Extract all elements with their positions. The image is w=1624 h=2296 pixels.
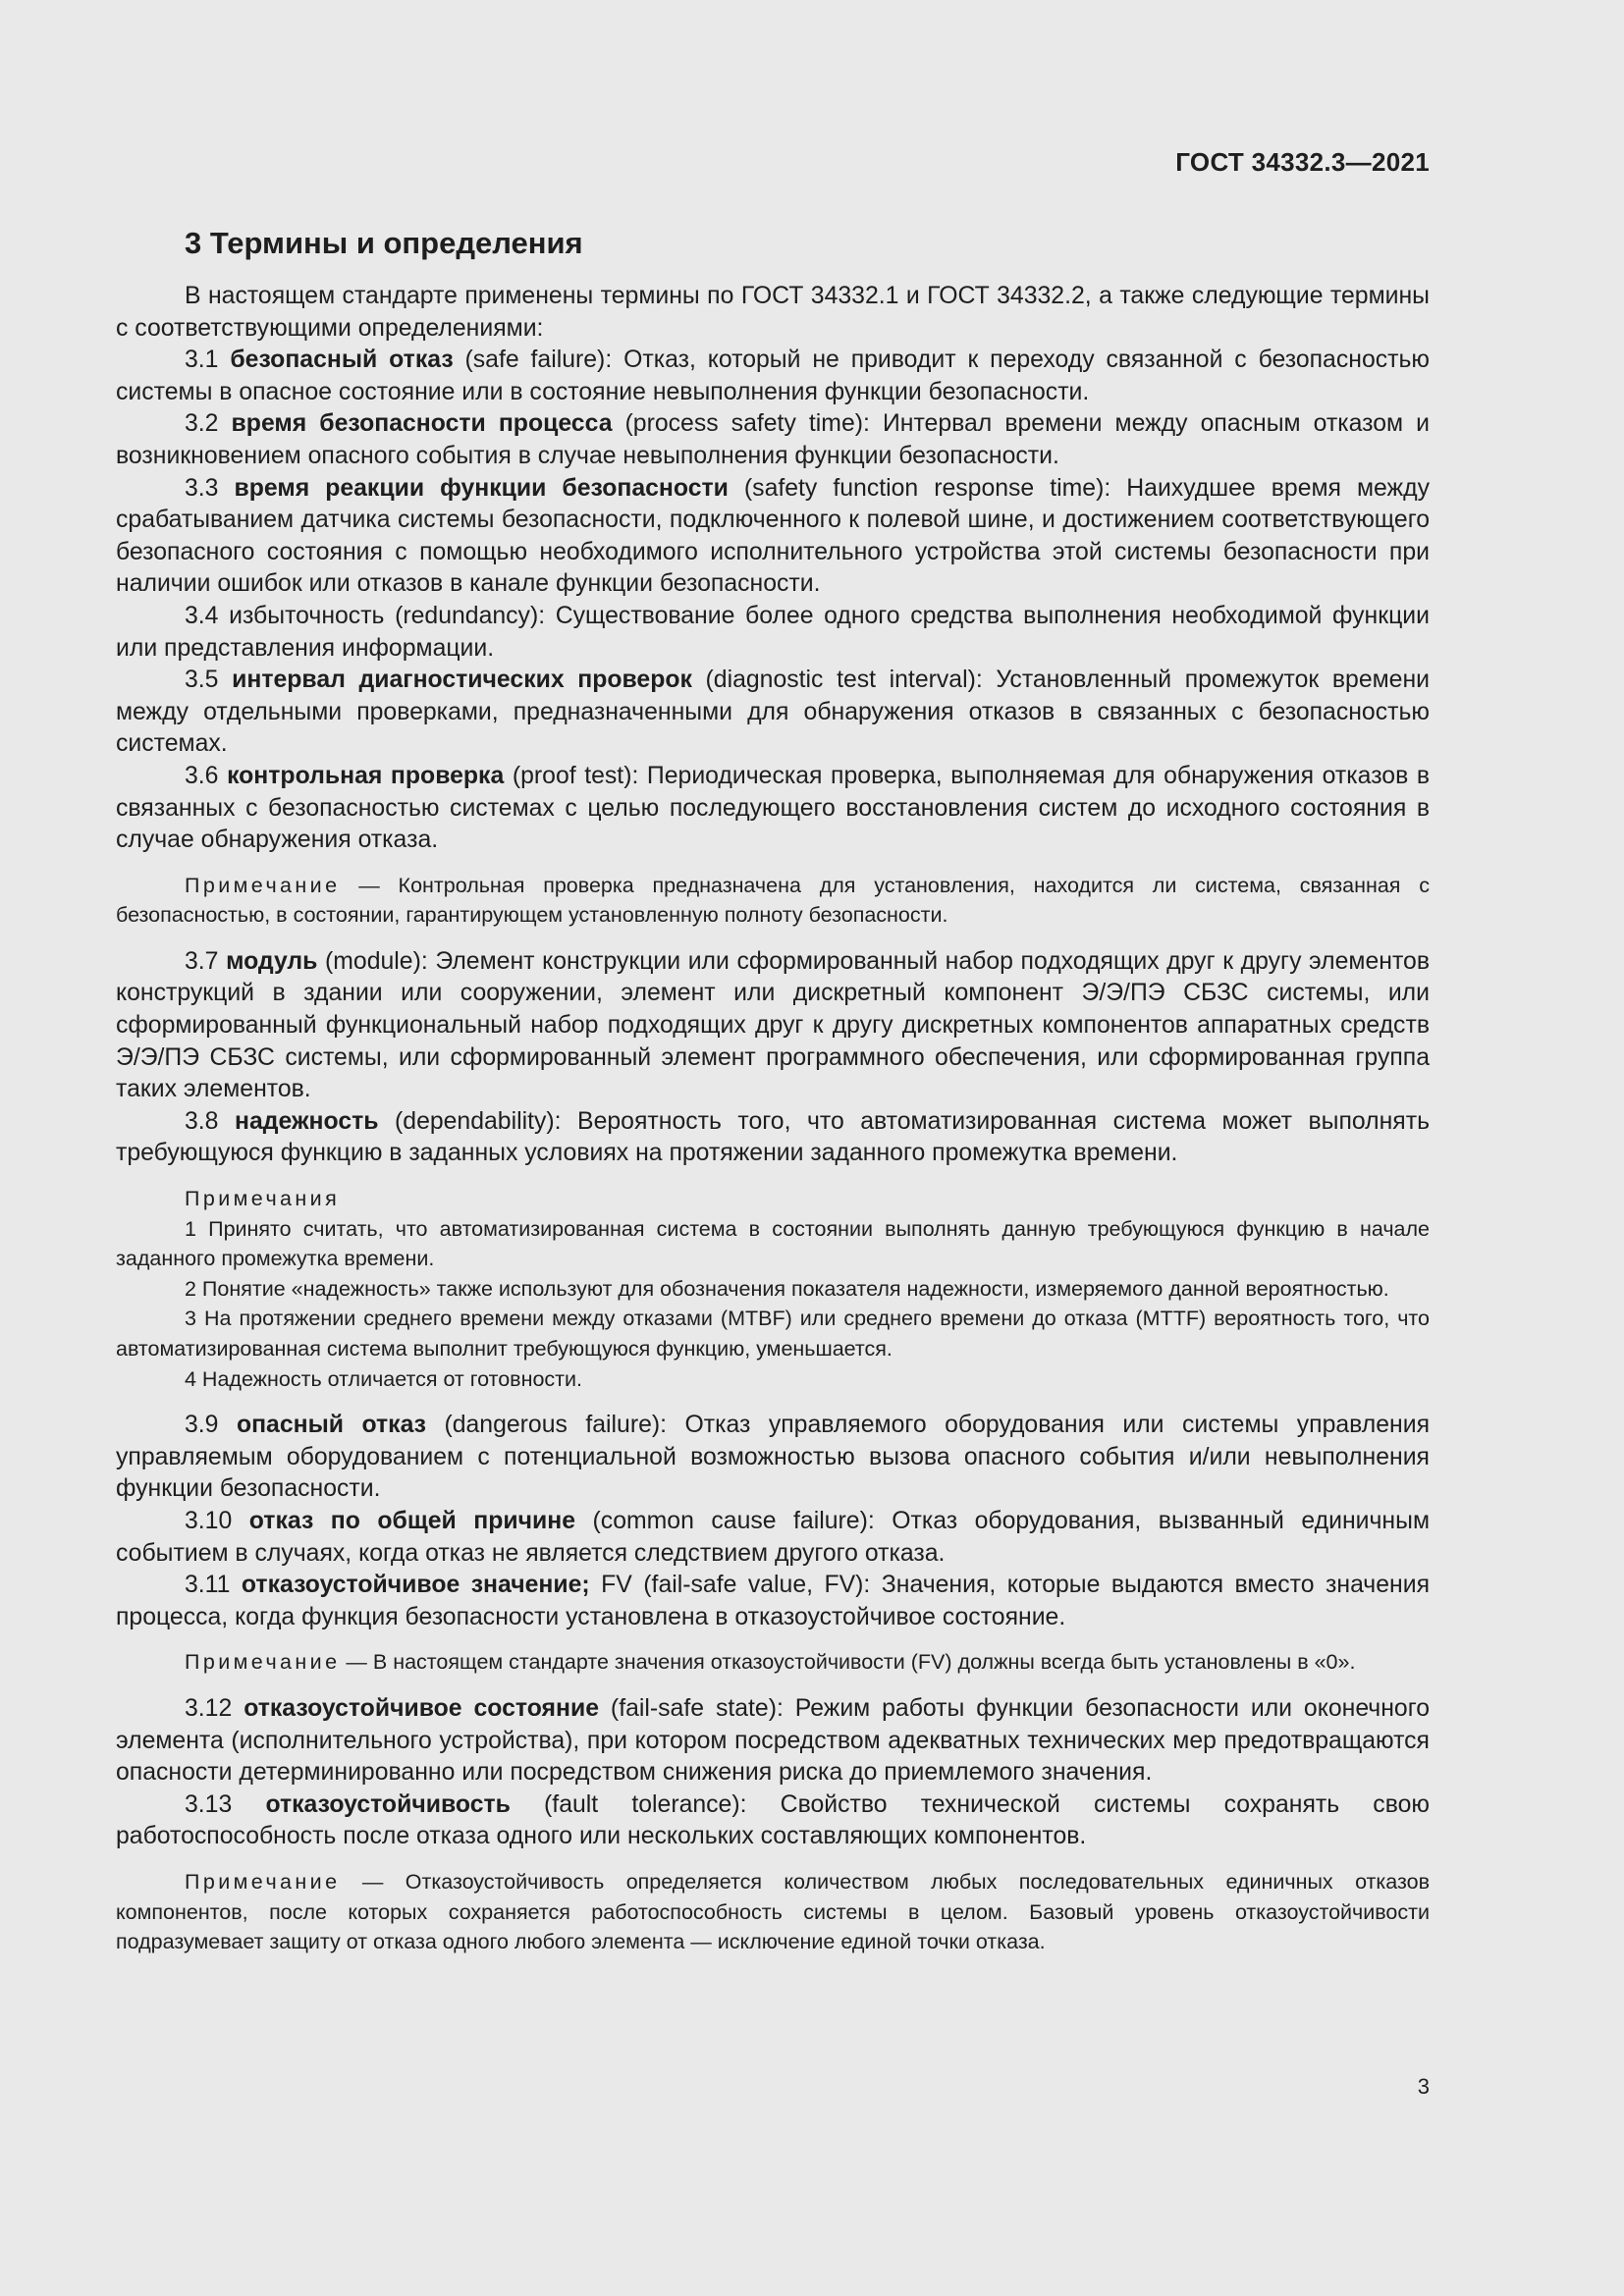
term-definition: (safe failure): Отказ, который не приводит к переходу связанной с безопасностью системы в опасное состояние или в состояние невыполнения функции безопасности. [116,347,1431,405]
term-name: модуль [226,947,318,975]
term-number: 3.5 [185,667,219,694]
term-definition: (process safety time): Интервал времени между опасным отказом и возникновением опасного события в случае невыполнения функции безопасности. [116,410,1430,469]
term-name: опасный отказ [236,1412,426,1439]
term-3-7 [116,946,1430,1106]
term-name: время безопасности процесса [231,410,613,438]
term-3-3 [116,473,1430,601]
note-label: Примечание [185,873,341,897]
term-definition: (diagnostic test interval): Установленный промежуток времени между отдельными проверками, предназначенными для обнаружения отказов в связанных с безопасностью системах. [116,667,1430,758]
note-item: 4 Надежность отличается от готовности. [185,1366,583,1391]
term-name: отказ по общей причине [248,1507,576,1534]
term-number: 3.4 [185,602,219,629]
term-number: 3.10 [185,1507,233,1534]
term-definition: (fail-safe state): Режим работы функции безопасности или оконечного элемента (исполнительного устройства), при котором посредством адекватных технических мер предотвращаются опасности детерминированно или посредством снижения риска до приемлемого значения. [116,1694,1430,1787]
term-3-2 [116,408,1430,472]
term-3-8 [116,1106,1430,1170]
term-3-6 [116,761,1430,857]
note-label: Примечание [185,1650,341,1675]
note-proof-test [116,871,1430,931]
page-content [116,224,1430,1973]
note-item: 2 Понятие «надежность» также используют для обозначения показателя надежности, измеряемого данной вероятностью. [185,1276,1389,1301]
term-name: отказоустойчивое состояние [244,1694,600,1722]
term-name: отказоустойчивость [265,1790,511,1818]
page-number: 3 [1417,2074,1430,2099]
term-3-5 [116,665,1430,761]
term-definition: избыточность (redundancy): Существование более одного средства выполнения необходимой функции или представления информации. [116,602,1430,662]
term-definition: (safety function response time): Наихудшее время между срабатыванием датчика системы безопасности, подключенного к полевой шине, и достижением соответствующего безопасного состояния с помощью необходимого исполнительного устройства этой системы безопасности при наличии ошибок или отказов в канале функции безопасности. [116,474,1430,598]
note-fault-tolerance [116,1867,1430,1957]
term-3-11 [116,1570,1430,1633]
term-number: 3.8 [185,1107,219,1135]
term-number: 3.13 [185,1790,233,1818]
term-number: 3.1 [185,347,219,374]
term-number: 3.2 [185,410,219,438]
term-name: отказоустойчивое значение; [241,1572,590,1599]
term-3-12 [116,1693,1430,1789]
section-title: 3 Термины и определения [185,226,583,260]
term-3-13 [116,1789,1430,1853]
note-item: 1 Принято считать, что автоматизированная система в состоянии выполнять данную требующуюся функцию в начале заданного промежутка времени. [116,1216,1430,1271]
notes-heading: Примечания [185,1187,341,1211]
term-3-9 [116,1410,1430,1506]
term-name: контрольная проверка [227,762,505,789]
note-fail-safe-value [116,1647,1430,1678]
term-name: надежность [234,1107,379,1135]
term-number: 3.7 [185,947,219,975]
term-definition: (module): Элемент конструкции или сформированный набор подходящих друг к другу элементов конструкций в здании или сооружении, элемент или дискретный компонент Э/Э/ПЭ СБЗС системы, или сформированный функциональный набор подходящих друг к другу дискретных компонентов аппаратных средств Э/Э/ПЭ СБЗС системы, или сформированный элемент программного обеспечения, или сформированная группа таких элементов. [116,947,1430,1103]
term-number: 3.11 [185,1572,231,1599]
term-name: интервал диагностических проверок [232,667,692,694]
note-text: — Отказоустойчивость определяется количеством любых последовательных единичных отказов компонентов, после которых сохраняется работоспособность системы в целом. Базовый уровень отказоустойчивости подразумевает защиту от отказа одного любого элемента — исключение единой точки отказа. [116,1869,1430,1954]
note-item: 3 На протяжении среднего времени между отказами (MTBF) или среднего времени до отказа (MTTF) вероятность того, что автоматизированная система выполнит требующуюся функцию, уменьшается. [116,1307,1430,1361]
term-name: время реакции функции безопасности [234,474,729,502]
note-text: — В настоящем стандарте значения отказоустойчивости (FV) должны всегда быть установлены в «0». [340,1650,1356,1675]
term-number: 3.9 [185,1412,219,1439]
term-definition: (fault tolerance): Свойство технической системы сохранять свою работоспособность после отказа одного или нескольких составляющих компонентов. [116,1790,1430,1850]
term-3-4 [116,601,1430,665]
notes-dependability [116,1184,1430,1394]
note-label: Примечание [185,1869,341,1894]
term-3-1 [116,345,1430,408]
note-text: — Контрольная проверка предназначена для установления, находится ли система, связанная с безопасностью, в состоянии, гарантирующем установленную полноту безопасности. [116,873,1430,928]
term-number: 3.12 [185,1694,233,1722]
term-definition: FV (fail-safe value, FV): Значения, которые выдаются вместо значения процесса, когда функция безопасности установлена в отказоустойчивое состояние. [116,1572,1430,1630]
term-definition: (common cause failure): Отказ оборудования, вызванный единичным событием в случаях, когда отказ не является следствием другого отказа. [116,1507,1430,1567]
term-number: 3.3 [185,474,219,502]
term-definition: (proof test): Периодическая проверка, выполняемая для обнаружения отказов в связанных с безопасностью системах с целью последующего восстановления систем до исходного состояния в случае обнаружения отказа. [116,762,1431,854]
term-definition: (dependability): Вероятность того, что автоматизированная система может выполнять требующуюся функцию в заданных условиях на протяжении заданного промежутка времени. [116,1107,1430,1167]
term-name: безопасный отказ [230,347,454,374]
term-3-10 [116,1506,1430,1570]
term-number: 3.6 [185,762,219,789]
term-definition: (dangerous failure): Отказ управляемого оборудования или системы управления управляемым оборудованием с потенциальной возможностью вызова опасного события и/или невыполнения функции безопасности. [116,1412,1431,1503]
document-code: ГОСТ 34332.3—2021 [1175,147,1430,177]
intro-paragraph: В настоящем стандарте применены термины по ГОСТ 34332.1 и ГОСТ 34332.2, а также следующие термины с соответствующими определениями: [116,283,1430,342]
